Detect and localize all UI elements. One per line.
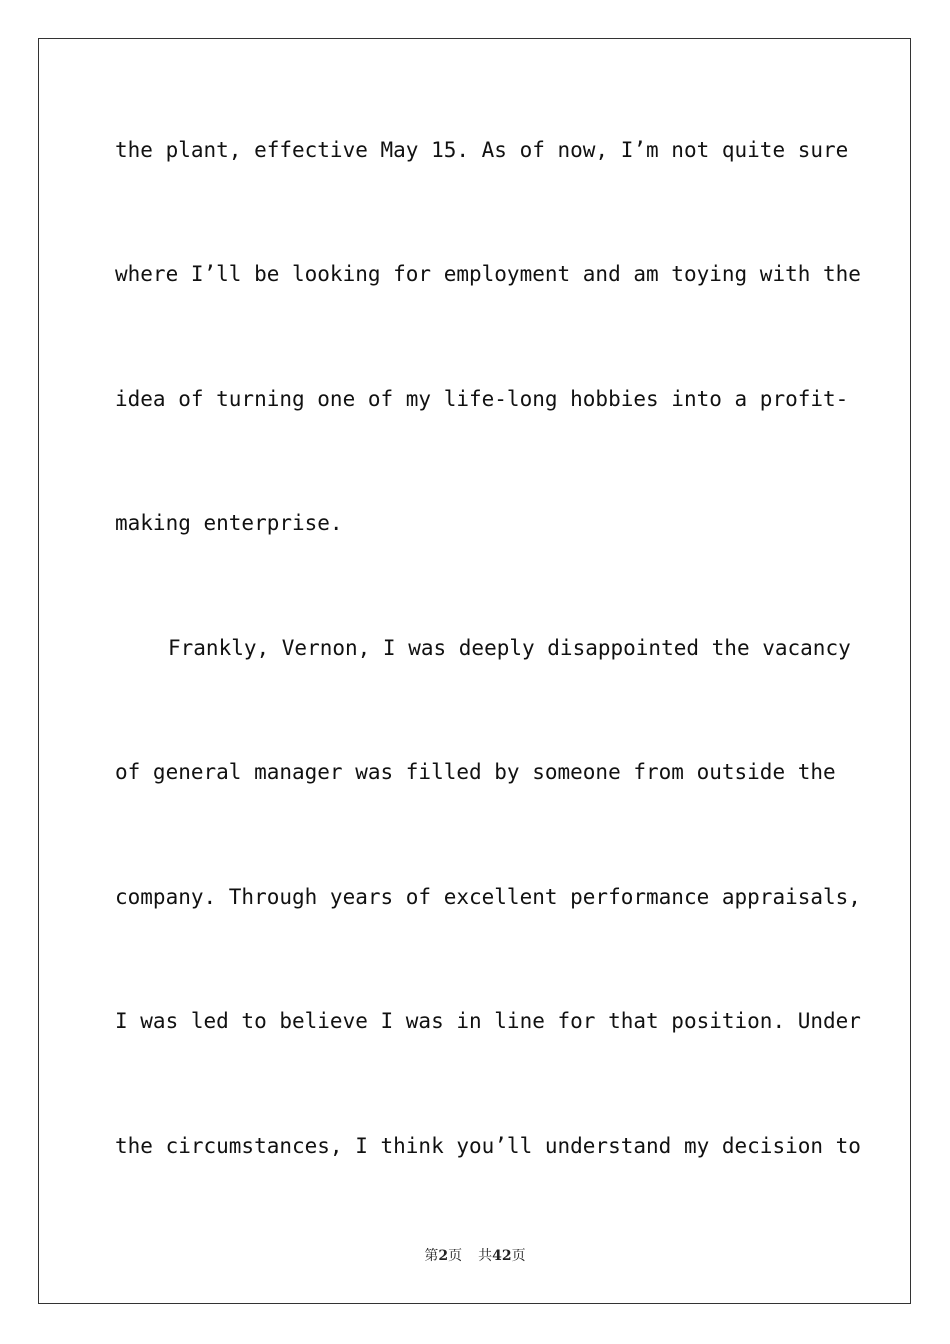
text-line-5: Frankly, Vernon, I was deeply disappointed the vacancy	[168, 636, 851, 660]
page-prefix: 第	[424, 1248, 439, 1264]
text-line-3: idea of turning one of my life-long hobbies into a profit-	[115, 387, 849, 411]
total-prefix: 共	[478, 1248, 493, 1264]
text-line-4: making enterprise.	[115, 511, 343, 535]
text-line-1: the plant, effective May 15. As of now, I’m not quite sure	[115, 138, 849, 162]
text-line-2: where I’ll be looking for employment and am toying with the	[115, 262, 861, 286]
page-current: 2	[438, 1248, 449, 1264]
page-suffix: 页	[448, 1248, 463, 1264]
text-line-7: company. Through years of excellent performance appraisals,	[115, 885, 861, 909]
total-suffix: 页	[511, 1248, 526, 1264]
text-line-8: I was led to believe I was in line for that position. Under	[115, 1009, 861, 1033]
text-line-9: the circumstances, I think you’ll understand my decision to	[115, 1134, 861, 1158]
page-border	[38, 38, 911, 1304]
page-total: 42	[492, 1248, 512, 1264]
page-footer	[0, 1247, 950, 1265]
text-line-6: of general manager was filled by someone from outside the	[115, 760, 836, 784]
